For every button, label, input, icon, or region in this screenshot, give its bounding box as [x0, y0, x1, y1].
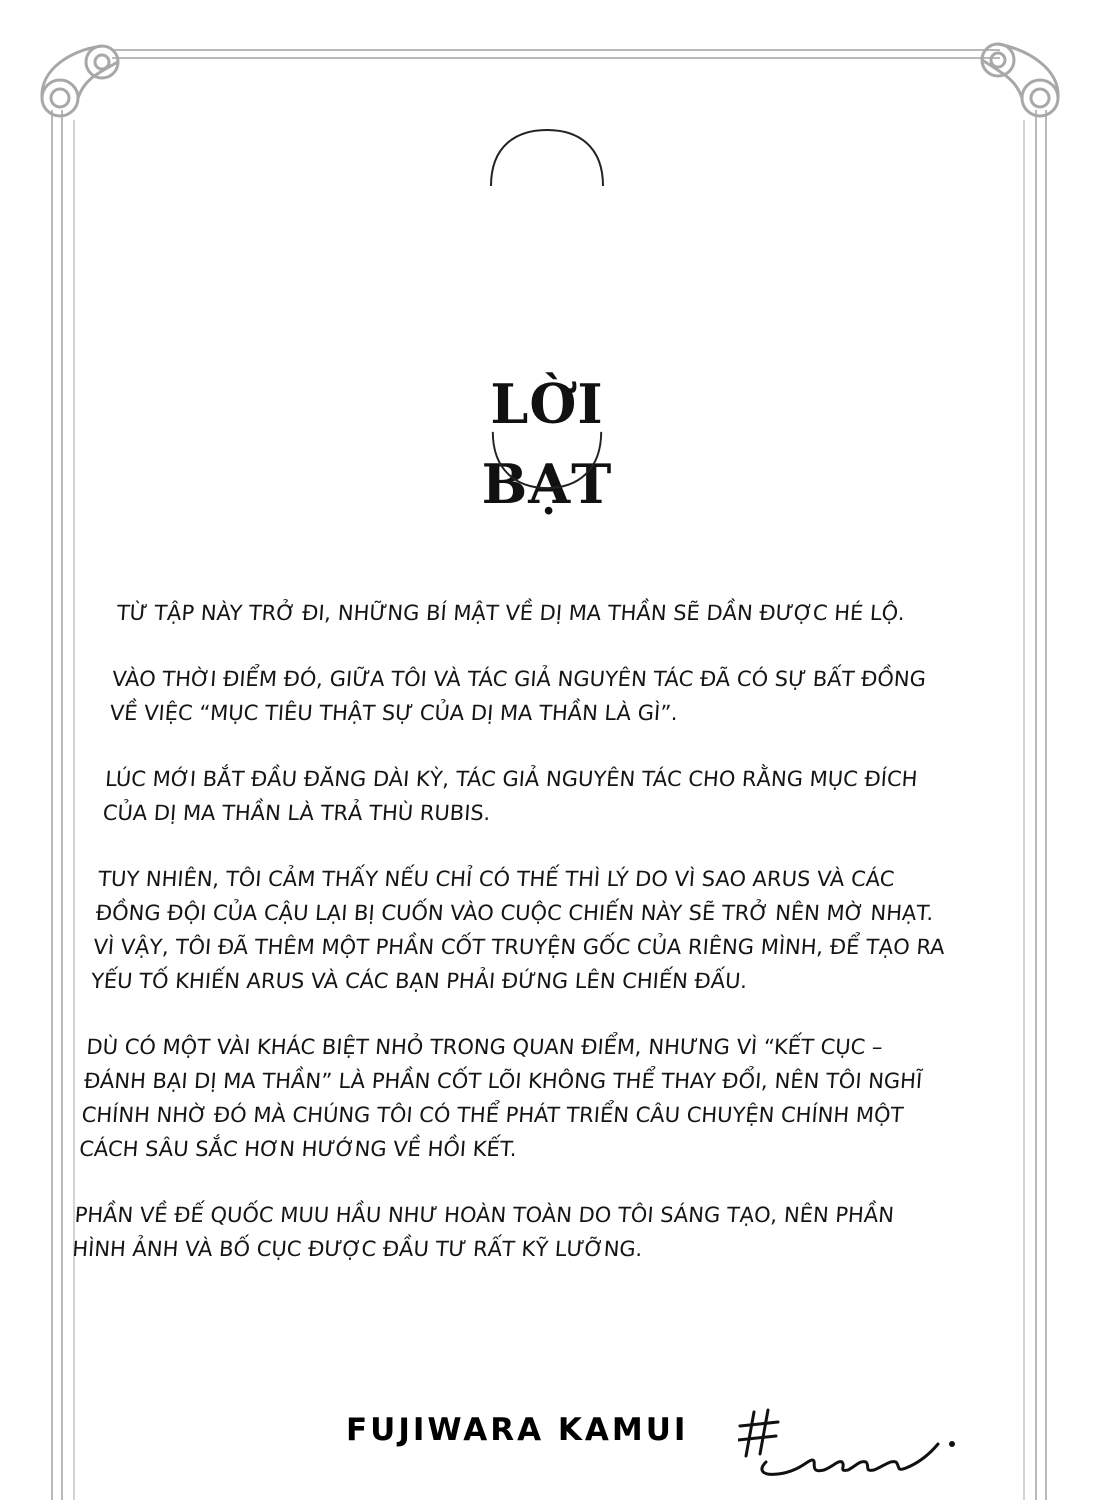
text-line: PHẦN VỀ ĐẾ QUỐC MUU HẦU NHƯ HOÀN TOÀN DO TÔI SÁNG TẠO, NÊN PHẦN [73, 1203, 895, 1227]
text-line: ĐÁNH BẠI DỊ MA THẦN” LÀ PHẦN CỐT LÕI KHÔNG THỂ THAY ĐỔI, NÊN TÔI NGHĨ [83, 1069, 924, 1093]
text-line: CÁCH SÂU SẮC HƠN HƯỚNG VỀ HỒI KẾT. [78, 1137, 518, 1161]
page-title-line-1: LỜI [490, 372, 604, 436]
paragraph [102, 762, 987, 830]
paragraph [109, 662, 994, 730]
author-signature-name: FUJIWARA KAMUI [346, 1412, 689, 1448]
paragraph [78, 1030, 968, 1166]
text-line: CỦA DỊ MA THẦN LÀ TRẢ THÙ RUBIS. [101, 801, 492, 825]
afterword-body [69, 596, 998, 1298]
paragraph [90, 862, 980, 998]
text-line: ĐỒNG ĐỘI CỦA CẬU LẠI BỊ CUỐN VÀO CUỘC CHIẾN NÀY SẼ TRỞ NÊN MỜ NHẠT. [94, 901, 935, 925]
title-arc-bottom [488, 430, 606, 490]
title-arc-top [488, 128, 606, 188]
text-line: TỪ TẬP NÀY TRỞ ĐI, NHỮNG BÍ MẬT VỀ DỊ MA THẦN SẼ DẦN ĐƯỢC HÉ LỘ. [115, 601, 906, 625]
text-line: YẾU TỐ KHIẾN ARUS VÀ CÁC BẠN PHẢI ĐỨNG LÊN CHIẾN ĐẤU. [90, 969, 749, 993]
text-line: DÙ CÓ MỘT VÀI KHÁC BIỆT NHỎ TRONG QUAN ĐIỂM, NHƯNG VÌ “KẾT CỤC – [85, 1035, 884, 1059]
text-line: HÌNH ẢNH VÀ BỐ CỤC ĐƯỢC ĐẦU TƯ RẤT KỸ LƯỠNG. [71, 1237, 644, 1261]
text-line: VÀO THỜI ĐIỂM ĐÓ, GIỮA TÔI VÀ TÁC GIẢ NGUYÊN TÁC ĐÃ CÓ SỰ BẤT ĐỒNG [111, 667, 927, 691]
text-line: CHÍNH NHỜ ĐÓ MÀ CHÚNG TÔI CÓ THỂ PHÁT TRIỂN CÂU CHUYỆN CHÍNH MỘT [80, 1103, 905, 1127]
corner-scroll-top-left [42, 46, 118, 116]
page-title-line-2: BẠT [481, 452, 613, 516]
text-line: TUY NHIÊN, TÔI CẢM THẤY NẾU CHỈ CÓ THẾ THÌ LÝ DO VÌ SAO ARUS VÀ CÁC [97, 867, 896, 891]
title-block [481, 128, 613, 516]
paragraph [71, 1198, 956, 1266]
handwritten-signature [738, 1404, 968, 1484]
corner-scroll-top-right [982, 44, 1058, 116]
text-line: VỀ VIỆC “MỤC TIÊU THẬT SỰ CỦA DỊ MA THẦN LÀ GÌ”. [108, 701, 679, 725]
paragraph [116, 596, 998, 630]
text-line: LÚC MỚI BẮT ĐẦU ĐĂNG DÀI KỲ, TÁC GIẢ NGUYÊN TÁC CHO RẰNG MỤC ĐÍCH [104, 767, 919, 791]
text-line: VÌ VẬY, TÔI ĐÃ THÊM MỘT PHẦN CỐT TRUYỆN GỐC CỦA RIÊNG MÌNH, ĐỂ TẠO RA [92, 935, 946, 959]
